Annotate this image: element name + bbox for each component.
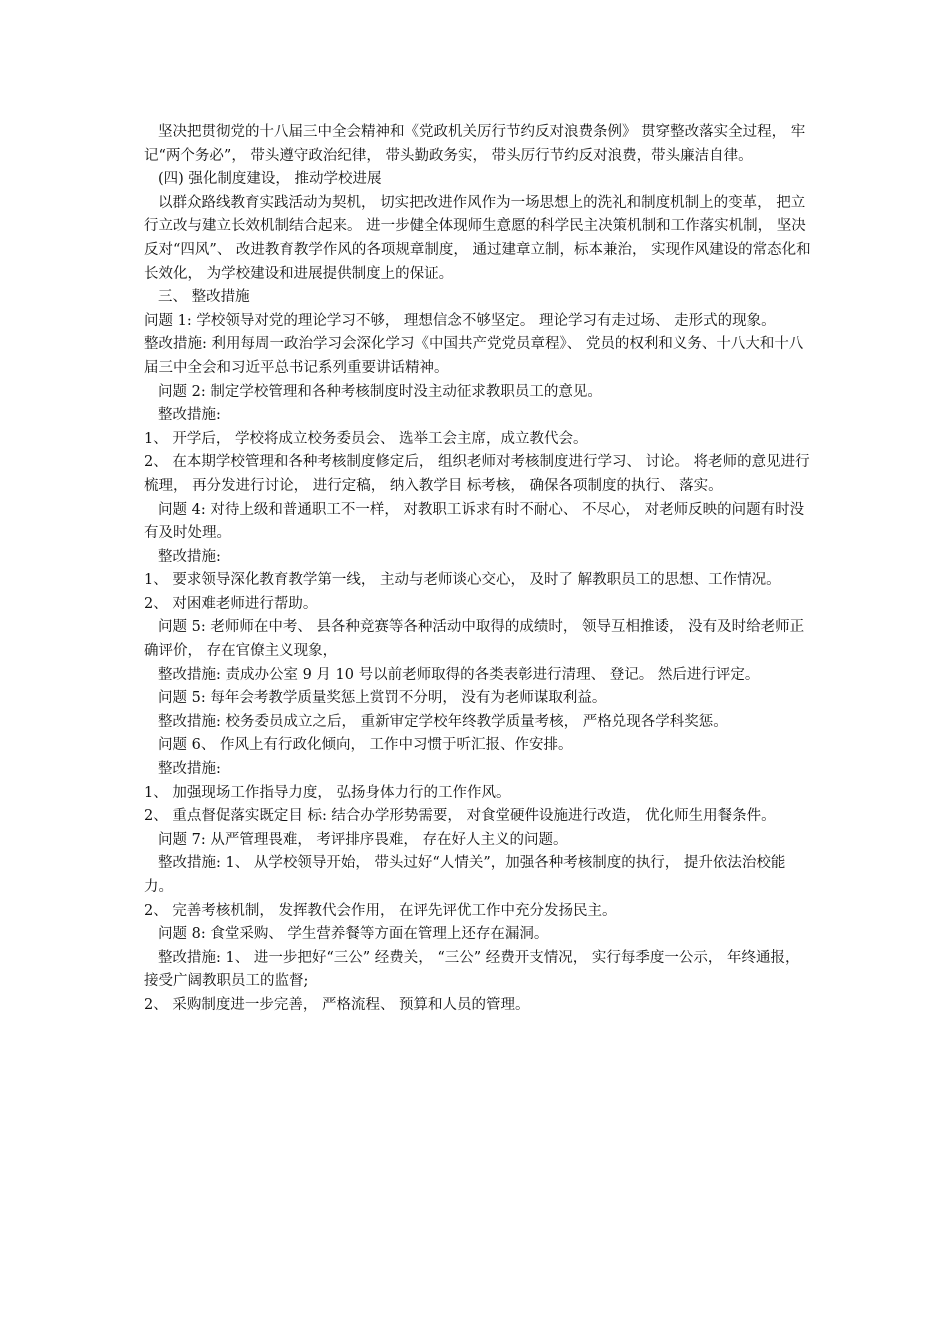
paragraph-commitment: 坚决把贯彻党的十八届三中全会精神和《党政机关厉行节约反对浪费条例》 贯穿整改落实全过程， 牢记“两个务必”， 带头遵守政治纪律， 带头勤政务实， 带头厉行节约反对浪费，带头廉洁自律。 [144, 124, 806, 164]
measure-item: 2、 对困难老师进行帮助。 [144, 595, 318, 612]
document-body [144, 121, 814, 1018]
issue-6: 问题 6、 作风上有行政化倾向， 工作中习惯于听汇报、作安排。 [158, 737, 573, 754]
section-heading-measures: 三、 整改措施 [158, 289, 250, 306]
measure-item: 2、 重点督促落实既定目 标: 结合办学形势需要， 对食堂硬件设施进行改造， 优化师生用餐条件。 [144, 808, 776, 825]
measure-item: 2、 在本期学校管理和各种考核制度修定后， 组织老师对考核制度进行学习、 讨论。 将老师的意见进行梳理， 再分发进行讨论， 进行定稿， 纳入教学目 标考核， 确保各项制度的执行、 落实。 [144, 454, 810, 494]
measure-5a: 整改措施: 责成办公室 9 月 10 号以前老师取得的各类表彰进行清理、 登记。 然后进行评定。 [158, 666, 760, 683]
measure-5b: 整改措施: 校务委员成立之后， 重新审定学校年终教学质量考核， 严格兑现各学科奖惩。 [158, 713, 728, 730]
measure-item: 1、 加强现场工作指导力度， 弘扬身体力行的工作作风。 [144, 784, 511, 801]
measure-item: 1、 开学后， 学校将成立校务委员会、 选举工会主席，成立教代会。 [144, 430, 588, 447]
section-heading-system-building: (四) 强化制度建设， 推动学校进展 [158, 171, 382, 188]
issue-4: 问题 4: 对待上级和普通职工不一样， 对教职工诉求有时不耐心、 不尽心， 对老师反映的问题有时没有及时处理。 [144, 501, 805, 542]
measure-label: 整改措施: [158, 761, 221, 778]
measure-label: 整改措施: [158, 407, 221, 424]
measure-item: 1、 要求领导深化教育教学第一线， 主动与老师谈心交心， 及时了 解教职员工的思想、工作情况。 [144, 572, 781, 589]
measure-item: 2、 采购制度进一步完善， 严格流程、 预算和人员的管理。 [144, 996, 530, 1013]
issue-8: 问题 8: 食堂采购、 学生营养餐等方面在管理上还存在漏洞。 [158, 926, 549, 943]
issue-1: 问题 1: 学校领导对党的理论学习不够， 理想信念不够坚定。 理论学习有走过场、 走形式的现象。 [144, 312, 776, 329]
measure-8: 整改措施: 1、 进一步把好“三公” 经费关， “三公” 经费开支情况， 实行每季度一公示， 年终通报， 接受广阔教职员工的监督; [144, 949, 800, 990]
measure-1: 整改措施: 利用每周一政治学习会深化学习《中国共产党党员章程》、 党员的权利和义务、十八大和十八届三中全会和习近平总书记系列重要讲话精神。 [144, 336, 804, 376]
paragraph-system-building: 以群众路线教育实践活动为契机， 切实把改进作风作为一场思想上的洗礼和制度机制上的变革， 把立行立改与建立长效机制结合起来。 进一步健全体现师生意愿的科学民主决策机制和工作落实机制， 坚决反对“四风”、 改进教育教学作风的各项规章制度， 通过建章立制，标本兼治， 实现作风建设的常态化和长效化， 为学校建设和进展提供制度上的保证。 [144, 194, 811, 282]
issue-5a: 问题 5: 老师师在中考、 县各种竞赛等各种活动中取得的成绩时， 领导互相推诿， 没有及时给老师正确评价， 存在官僚主义现象， [144, 619, 805, 660]
measure-item: 2、 完善考核机制， 发挥教代会作用， 在评先评优工作中充分发扬民主。 [144, 902, 617, 919]
measure-7: 整改措施: 1、 从学校领导开始， 带头过好“人情关”，加强各种考核制度的执行， 提升依法治校能力。 [144, 855, 786, 895]
issue-2: 问题 2: 制定学校管理和各种考核制度时没主动征求教职员工的意见。 [158, 383, 602, 400]
measure-label: 整改措施: [158, 548, 221, 565]
issue-7: 问题 7: 从严管理畏难， 考评排序畏难， 存在好人主义的问题。 [158, 831, 568, 848]
issue-5b: 问题 5: 每年会考教学质量奖惩上赏罚不分明， 没有为老师谋取利益。 [158, 690, 607, 707]
